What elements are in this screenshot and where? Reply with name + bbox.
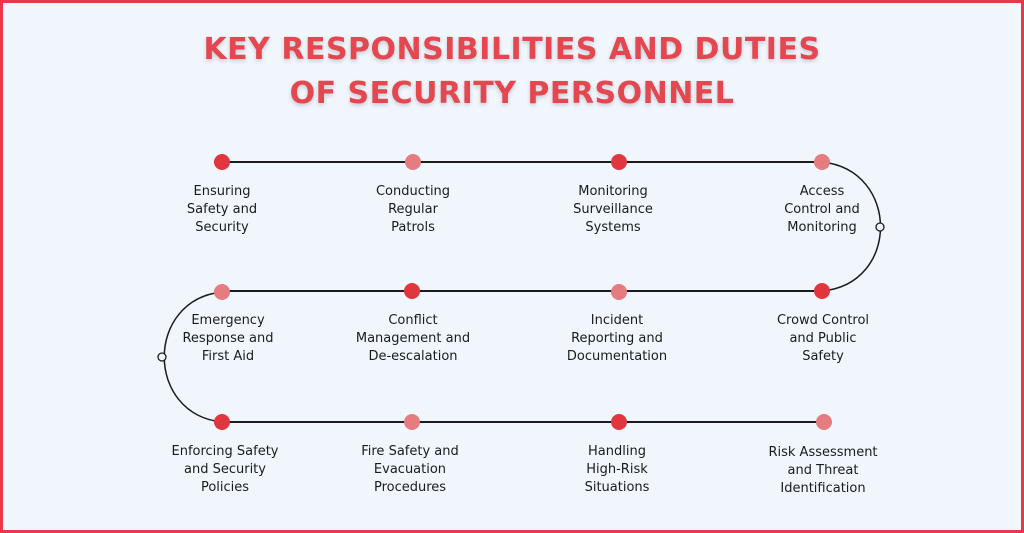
label-surveillance: Monitoring Surveillance Systems — [573, 184, 653, 235]
node-emergency-response — [214, 284, 230, 300]
node-incident-reporting — [611, 284, 627, 300]
label-risk-assessment: Risk Assessment and Threat Identification — [768, 445, 878, 496]
label-enforcing-policies: Enforcing Safety and Security Policies — [171, 444, 279, 495]
node-fire-safety — [404, 414, 420, 430]
node-conflict-management — [404, 283, 420, 299]
label-ensuring-safety: Ensuring Safety and Security — [186, 184, 258, 235]
label-high-risk: Handling High-Risk Situations — [584, 444, 650, 495]
node-access-control — [814, 154, 830, 170]
label-incident-reporting: Incident Reporting and Documentation — [566, 313, 668, 364]
label-fire-safety: Fire Safety and Evacuation Procedures — [361, 444, 459, 495]
node-enforcing-policies — [214, 414, 230, 430]
label-access-control: Access Control and Monitoring — [784, 184, 860, 235]
title-line-2: OF SECURITY PERSONNEL — [289, 76, 735, 111]
label-conflict-management: Conflict Management and De-escalation — [355, 313, 471, 364]
node-risk-assessment — [816, 414, 832, 430]
node-surveillance — [611, 154, 627, 170]
label-emergency-response: Emergency Response and First Aid — [182, 313, 274, 364]
node-ensuring-safety — [214, 154, 230, 170]
node-high-risk — [611, 414, 627, 430]
label-regular-patrols: Conducting Regular Patrols — [375, 184, 451, 235]
label-crowd-control: Crowd Control and Public Safety — [776, 313, 870, 364]
node-crowd-control — [814, 283, 830, 299]
node-regular-patrols — [405, 154, 421, 170]
title-line-1: KEY RESPONSIBILITIES AND DUTIES — [203, 32, 821, 67]
